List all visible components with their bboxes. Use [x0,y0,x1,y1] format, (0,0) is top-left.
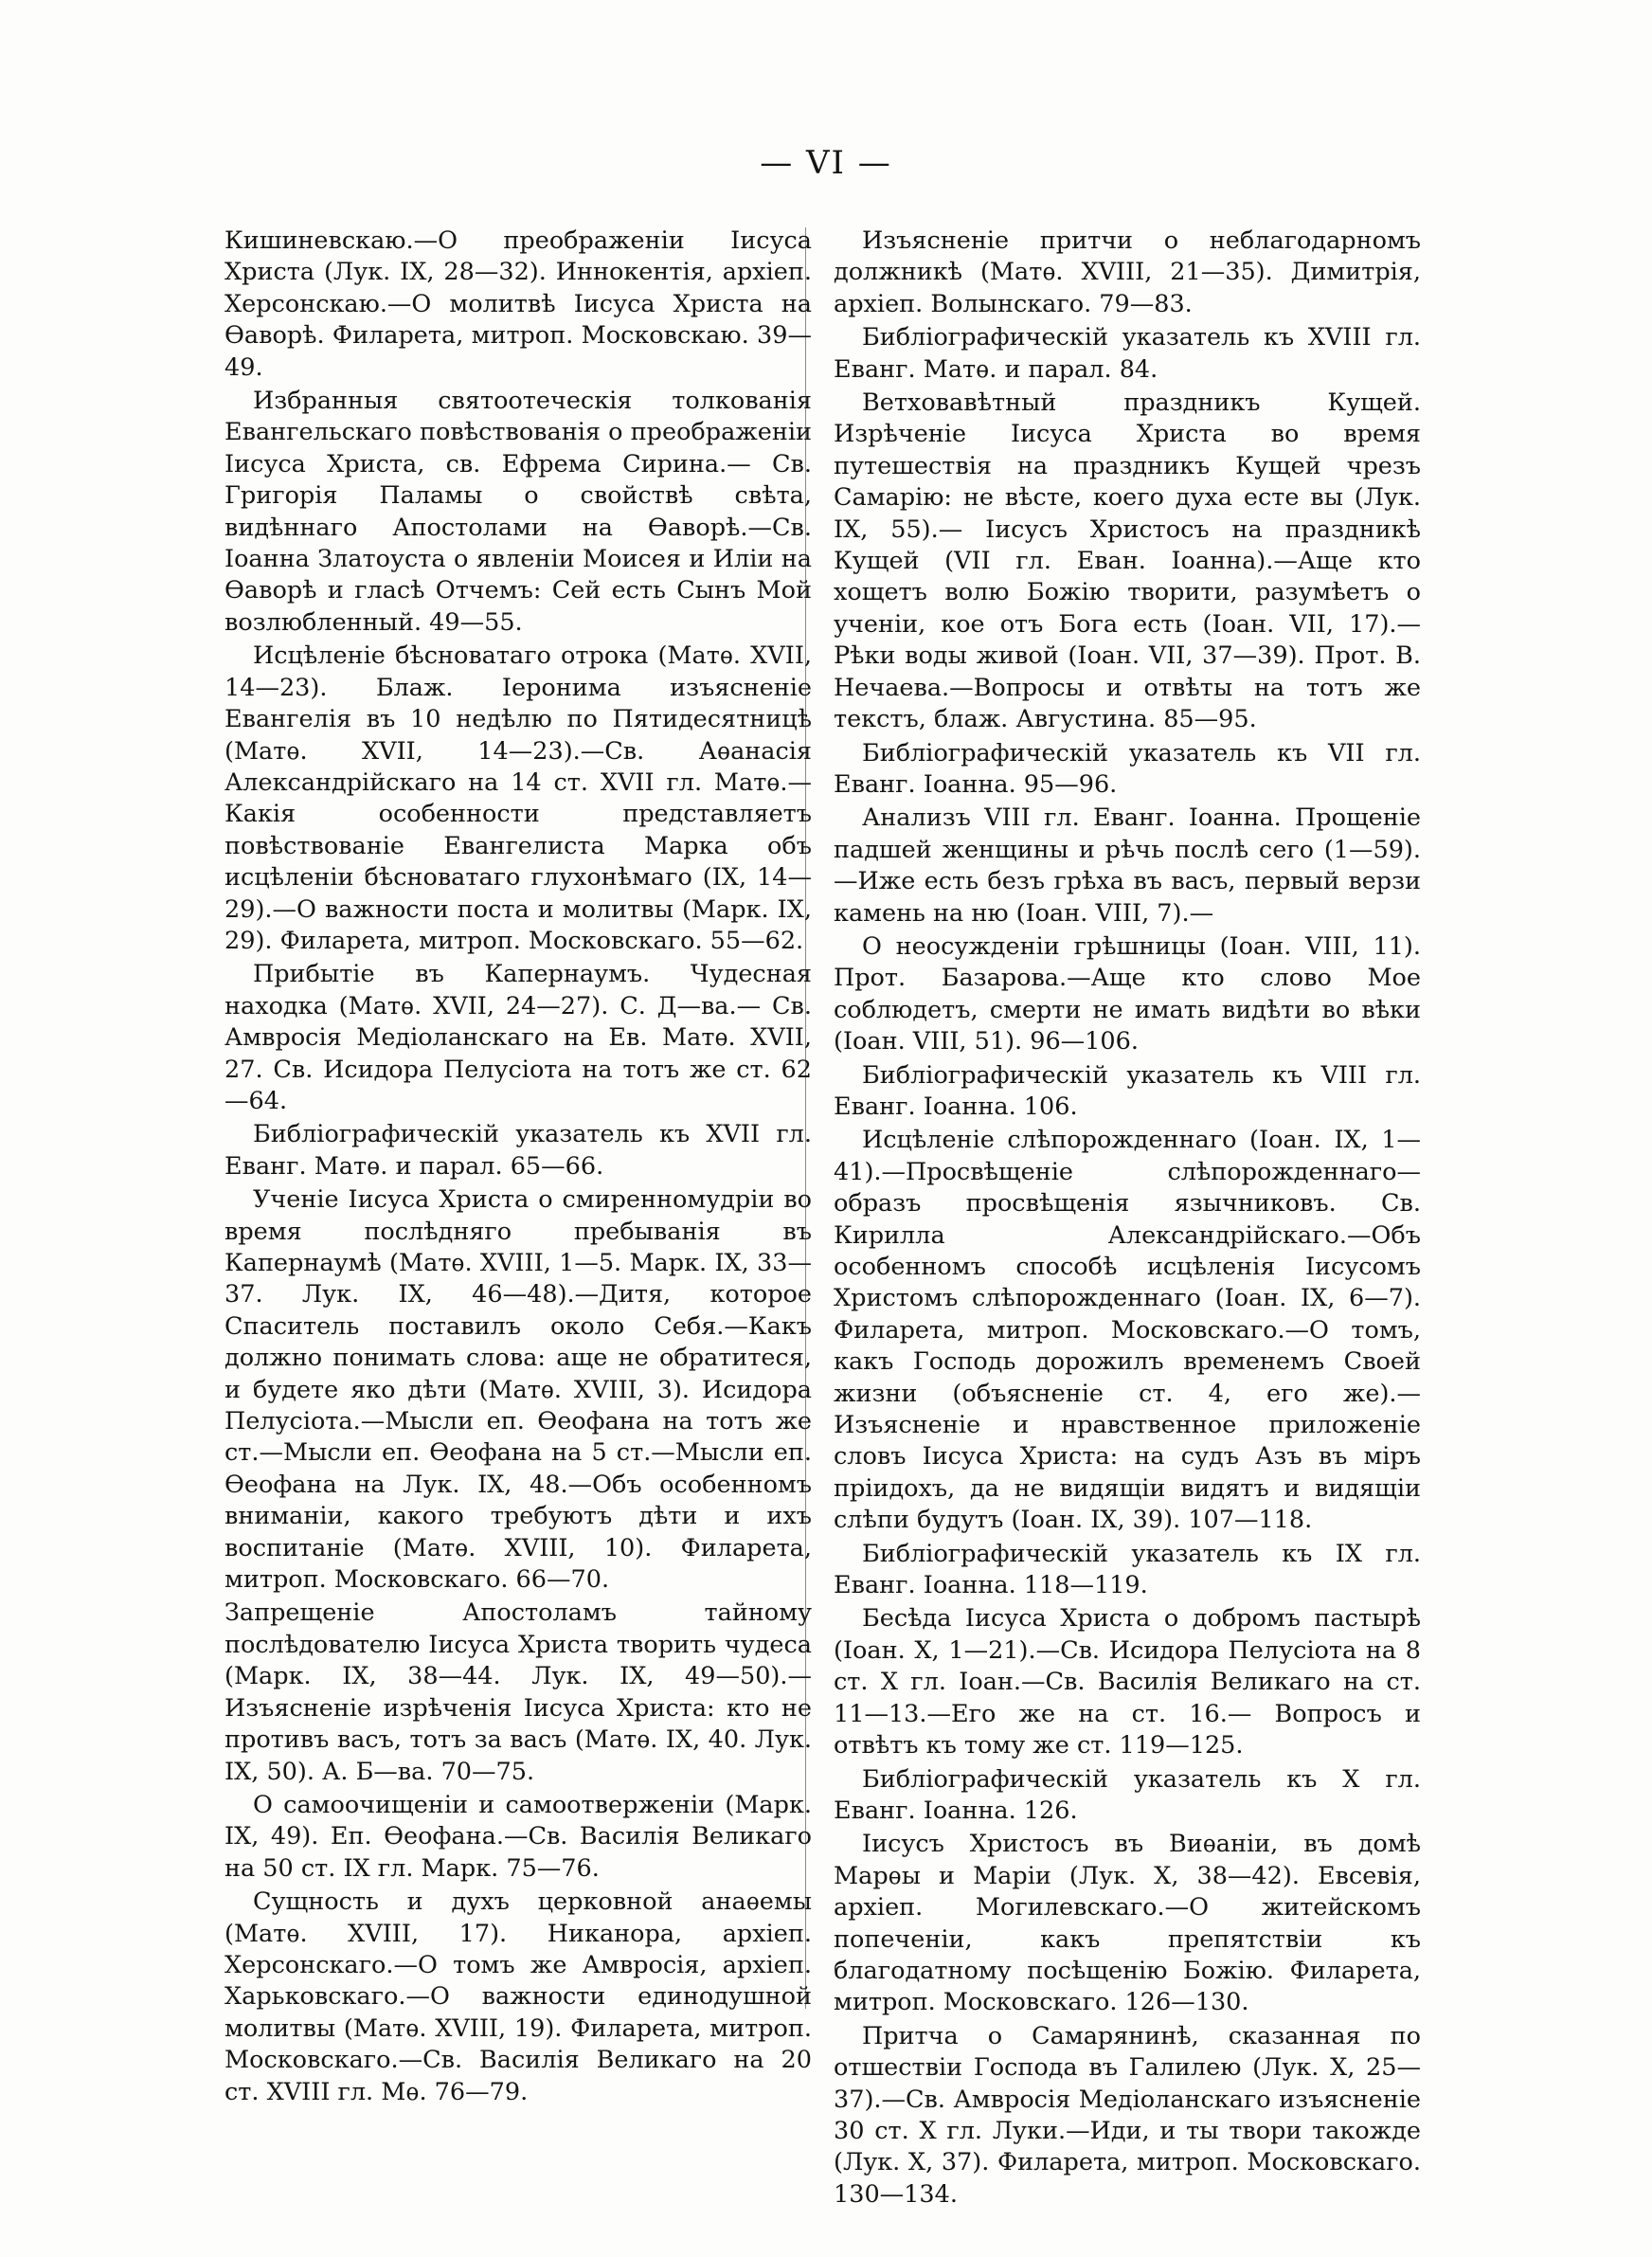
toc-entry: Бесѣда Іисуса Христа о добромъ пастырѣ (Іоан. X, 1—21).—Св. Исидора Пелусіота на 8 ст. X гл. Іоан.—Св. Василія Великаго на ст. 11—13.—Его же на ст. 16.— Вопросъ и отвѣтъ къ тому же ст. 119—125. [834,1604,1421,1760]
toc-entry: Изъясненіе притчи о неблагодарномъ должникѣ (Матѳ. XVIII, 21—35). Димитрія, архіеп. Волынскаго. 79—83. [834,226,1421,318]
toc-entry: Прибытіе въ Капернаумъ. Чудесная находка (Матѳ. XVII, 24—27). С. Д—ва.— Св. Амвросія Медіоланскаго на Ев. Матѳ. XVII, 27. Св. Исидора Пелусіота на тотъ же ст. 62—64. [224,960,812,1115]
toc-entry: Избранныя святоотеческія толкованія Евангельскаго повѣствованія о преображеніи Іисуса Христа, св. Ефрема Сирина.— Св. Григорія Паламы о свойствѣ свѣта, видѣннаго Апостолами на Ѳаворѣ.—Св. Іоанна Златоуста о явленіи Моисея и Иліи на Ѳаворѣ и гласѣ Отчемъ: Сей есть Сынъ Мой возлюбленный. 49—55. [224,387,812,637]
toc-entry: Библіографическій указатель къ XVII гл. Еванг. Матѳ. и парал. 65—66. [224,1120,812,1181]
toc-entry: Сущность и духъ церковной анаѳемы (Матѳ. XVIII, 17). Никанора, архіеп. Херсонскаго.—О томъ же Амвросія, архіеп. Харьковскаго.—О важности единодушной молитвы (Матѳ. XVIII, 19). Филарета, митроп. Московскаго.—Св. Василія Великаго на 20 ст. XVIII гл. Мѳ. 76—79. [224,1887,812,2106]
toc-entry: О неосужденіи грѣшницы (Іоан. VIII, 11). Прот. Базарова.—Аще кто слово Мое соблюдетъ, смерти не имать видѣти во вѣки (Іоан. VIII, 51). 96—106. [834,931,1421,1056]
toc-entry: Притча о Самарянинѣ, сказанная по отшествіи Господа въ Галилею (Лук. X, 25—37).—Св. Амвросія Медіоланскаго изъясненіе 30 ст. X гл. Луки.—Иди, и ты твори такожде (Лук. X, 37). Филарета, митроп. Московскаго. 130—134. [834,2021,1421,2209]
toc-entry: Библіографическій указатель къ VII гл. Еванг. Іоанна. 95—96. [834,738,1421,799]
page-number: — VI — [760,144,892,182]
toc-entry: Исцѣленіе бѣсноватаго отрока (Матѳ. XVII, 14—23). Блаж. Іеронима изъясненіе Евангелія въ 10 недѣлю по Пятидесятницѣ (Матѳ. XVII, 14—23).—Св. Аѳанасія Александрійскаго на 14 ст. XVII гл. Матѳ.— Какія особенности представляетъ повѣствованіе Евангелиста Марка объ исцѣленіи бѣсноватаго глухонѣмаго (IX, 14—29).—О важности поста и молитвы (Марк. IX, 29). Филарета, митроп. Московскаго. 55—62. [224,641,812,955]
toc-entry: Исцѣленіе слѣпорожденнаго (Іоан. IX, 1—41).—Просвѣщеніе слѣпорожденнаго—образъ просвѣщенія язычниковъ. Св. Кирилла Александрійскаго.—Объ особенномъ способѣ исцѣленія Іисусомъ Христомъ слѣпорожденнаго (Іоан. IX, 6—7). Филарета, митроп. Московскаго.—О томъ, какъ Господь дорожилъ временемъ Своей жизни (объясненіе ст. 4, его же).—Изъясненіе и нравственное приложеніе словъ Іисуса Христа: на судъ Азъ въ міръ пріидохъ, да не видящіи видятъ и видящіи слѣпи будутъ (Іоан. IX, 39). 107—118. [834,1126,1421,1535]
toc-entry: Библіографическій указатель къ VIII гл. Еванг. Іоанна. 106. [834,1060,1421,1121]
toc-entry: Кишиневскаю.—О преображеніи Іисуса Христа (Лук. IX, 28—32). Иннокентія, архіеп. Херсонскаю.—О молитвѣ Іисуса Христа на Ѳаворѣ. Филарета, митроп. Московскаю. 39—49. [224,226,812,382]
toc-entry: Іисусъ Христосъ въ Виѳаніи, въ домѣ Марѳы и Маріи (Лук. X, 38—42). Евсевія, архіеп. Могилевскаго.—О житейскомъ попеченіи, какъ препятствіи къ благодатному посѣщенію Божію. Филарета, митроп. Московскаго. 126—130. [834,1830,1421,2017]
right-column [834,226,1421,2211]
toc-entry: Ученіе Іисуса Христа о смиренномудріи во время послѣдняго пребыванія въ Капернаумѣ (Матѳ. XVIII, 1—5. Марк. IX, 33—37. Лук. IX, 46—48).—Дитя, которое Спаситель поставилъ около Себя.—Какъ должно понимать слова: аще не обратитеся, и будете яко дѣти (Матѳ. XVIII, 3). Исидора Пелусіота.—Мысли еп. Ѳеофана на тотъ же ст.—Мысли еп. Ѳеофана на 5 ст.—Мысли еп. Ѳеофана на Лук. IX, 48.—Объ особенномъ вниманіи, какого требуютъ дѣти и ихъ воспитаніе (Матѳ. XVIII, 10). Филарета, митроп. Московскаго. 66—70. [224,1185,812,1595]
toc-entry: Библіографическій указатель къ IX гл. Еванг. Іоанна. 118—119. [834,1539,1421,1600]
toc-entry: Запрещеніе Апостоламъ тайному послѣдователю Іисуса Христа творить чудеса (Марк. IX, 38—44. Лук. IX, 49—50).— Изъясненіе изрѣченія Іисуса Христа: кто не противъ васъ, тотъ за васъ (Матѳ. IX, 40. Лук. IX, 50). А. Б—ва. 70—75. [224,1598,812,1786]
toc-entry: Библіографическій указатель къ X гл. Еванг. Іоанна. 126. [834,1764,1421,1825]
left-column [224,226,812,2108]
toc-entry: Библіографическій указатель къ XVIII гл. Еванг. Матѳ. и парал. 84. [834,323,1421,384]
toc-entry: Анализъ VIII гл. Еванг. Іоанна. Прощеніе падшей женщины и рѣчь послѣ сего (1—59).—Иже есть безъ грѣха въ васъ, первый верзи камень на ню (Іоан. VIII, 7).— [834,803,1421,928]
toc-entry: О самоочищеніи и самоотверженіи (Марк. IX, 49). Еп. Ѳеофана.—Св. Василія Великаго на 50 ст. IX гл. Марк. 75—76. [224,1790,812,1883]
toc-entry: Ветховавѣтный праздникъ Кущей. Изрѣченіе Іисуса Христа во время путешествія на праздникъ Кущей чрезъ Самарію: не вѣсте, коего духа есте вы (Лук. IX, 55).— Іисусъ Христосъ на праздникѣ Кущей (VII гл. Еван. Іоанна).—Аще кто хощетъ волю Божію творити, разумѣетъ о ученіи, кое отъ Бога есть (Іоан. VII, 17).—Рѣки воды живой (Іоан. VII, 37—39). Прот. В. Нечаева.—Вопросы и отвѣты на тотъ же текстъ, блаж. Августина. 85—95. [834,388,1421,734]
